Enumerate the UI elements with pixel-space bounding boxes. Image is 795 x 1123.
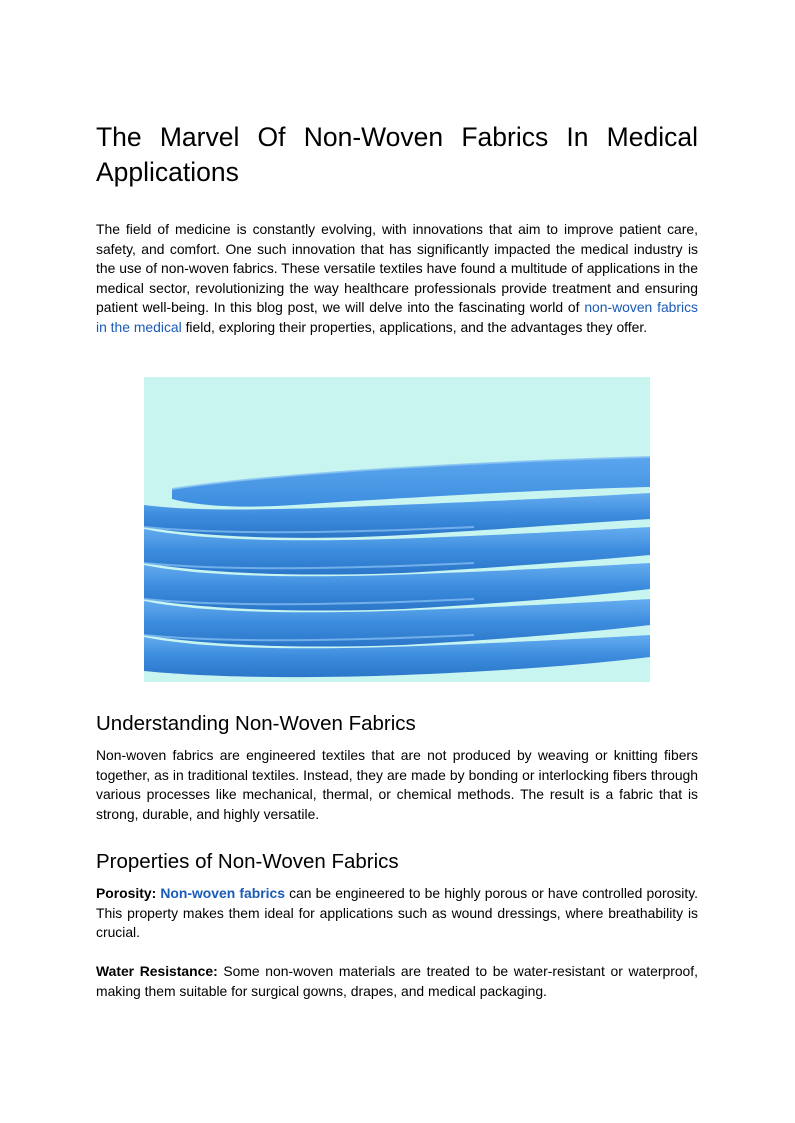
section-heading-understanding: Understanding Non-Woven Fabrics (96, 712, 416, 735)
water-resistance-label: Water Resistance: (96, 963, 218, 979)
water-resistance-text: Some non-woven materials are treated to be water-resistant or waterproof, making them suitable for surgical gowns, drapes, and medical packaging. (96, 963, 698, 999)
porosity-text: can be engineered to be highly porous or have controlled porosity. This property makes them ideal for applications such as wound dressings, where breathability is crucial. (96, 885, 699, 941)
fabric-stack-image (144, 377, 650, 682)
water-resistance-paragraph (96, 962, 698, 1001)
porosity-label: Porosity: (96, 885, 157, 901)
intro-text-before-link: The field of medicine is constantly evolving, with innovations that aim to improve patient care, safety, and comfort. One such innovation that has significantly impacted the medical industry is the use of non-woven fabrics. These versatile textiles have found a multitude of applications in the medical sector, revolutionizing the way healthcare professionals provide treatment and ensuring patient well-being. In this blog post, we will delve into the fascinating world of (96, 221, 698, 316)
understanding-paragraph: Non-woven fabrics are engineered textiles that are not produced by weaving or knitting fibers together, as in traditional textiles. Instead, they are made by bonding or interlocking fibers through various processes like mechanical, thermal, or chemical methods. The result is a fabric that is strong, durable, and highly versatile. (96, 747, 698, 822)
fabric-stack-illustration (144, 377, 650, 682)
intro-paragraph (96, 220, 698, 338)
porosity-paragraph (96, 884, 698, 943)
non-woven-medical-link[interactable]: non-woven fabrics in the medical (96, 299, 698, 335)
section-heading-properties: Properties of Non-Woven Fabrics (96, 850, 399, 873)
page-title: The Marvel Of Non-Woven Fabrics In Medical Applications (96, 122, 698, 187)
non-woven-fabrics-link[interactable]: Non-woven fabrics (160, 885, 285, 901)
intro-text-after-link: field, exploring their properties, applications, and the advantages they offer. (181, 318, 648, 335)
